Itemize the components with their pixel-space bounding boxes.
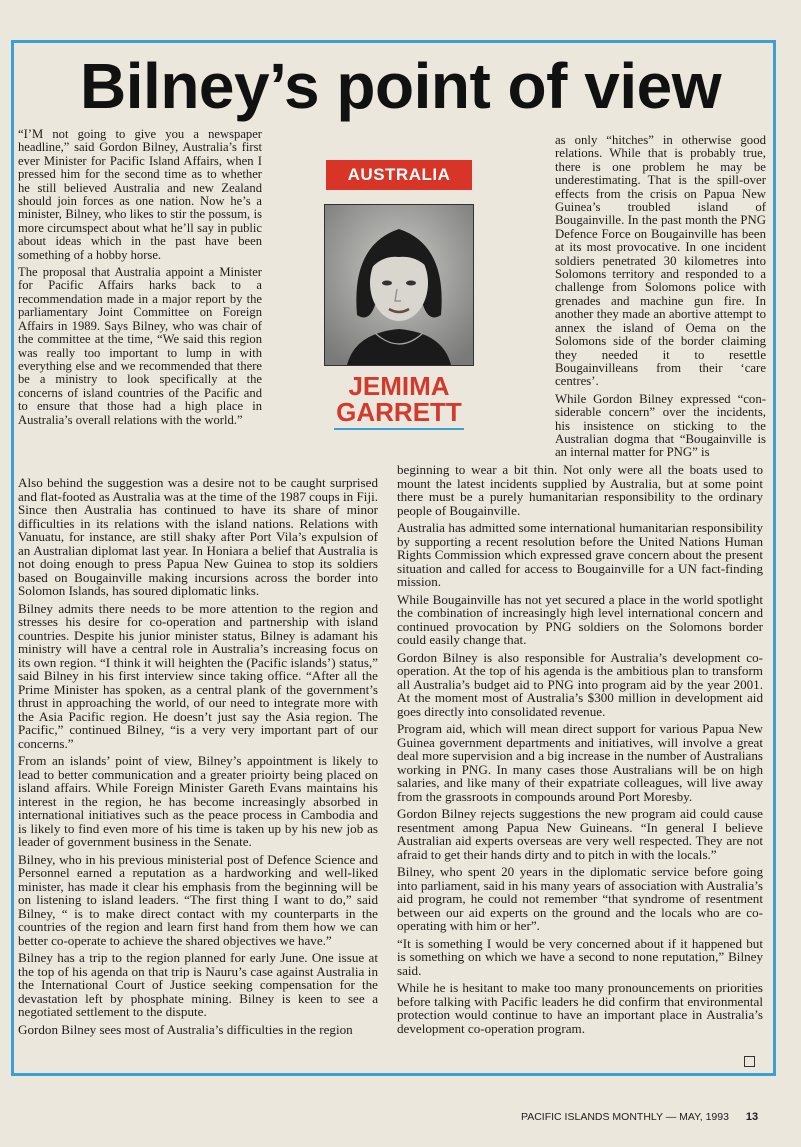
column-left (18, 476, 378, 1040)
column-right-top (555, 134, 766, 464)
paragraph: From an islands’ point of view, Bilney’s appointment is likely to lead to better communication and a greater prioirty being placed on island affairs. While Foreign Minister Gareth Evans maintains his interest in the region, he has become increasingly absorbed in international initiatives such as the peace process in Cambodia and is likely to find even more of his time is taken up by his new job as leader of government business in the Senate. (18, 753, 378, 849)
author-portrait (324, 204, 474, 366)
paragraph: While he is hesitant to make too many pronouncements on priorities before talking with Pacific leaders he did confirm that environmental protection would continue to have an important place in Australia’s development co-operation program. (397, 980, 763, 1036)
page-footer (521, 1111, 771, 1123)
paragraph: The proposal that Australia appoint a Minister for Pacific Affairs harks back to a recommendation made in a major report by the parliamentary Joint Committee on Foreign Affairs in 1989. Says Bilney, who was chair of the committee at the time, “We said this region was really too important to lump in with everything else and we recommended that there be a ministry to look specifically at the concerns of island countries of the Pacific and to ensure that those had a high place in Australia’s overall relations with the world.” (18, 265, 262, 427)
byline-rule (334, 428, 464, 430)
paragraph: Australia has admitted some international humanitarian responsibility by supporting a recent resolution before the United Nations Human Rights Commission which expressed grave concern about the present situation and called for access to Bougainville for a UN fact-finding mission. (397, 520, 763, 589)
paragraph: Bilney admits there needs to be more attention to the region and stresses his desire for co-operation and partnership with island countries. Despite his junior minister status, Bilney is adamant his ministry will have a central role in Australia’s increasing focus on its own region. “I think it will heighten the (Pacific islands’) status,” said Bilney in his first interview since taking office. “After all the Prime Minister has spoken, as a central plank of the government’s thrust in approaching the world, of our need to integrate more with the Asia Pacific region. He doesn’t just say the Asia region. The Pacific,” continued Bilney, “is a very very important part of our concerns.” (18, 600, 378, 751)
paragraph: beginning to wear a bit thin. Not only were all the boats used to mount the latest incidents supplied by Australia, but at some point there must be a purely humanitarian responsibility to the ordinary people of Bougainville. (397, 462, 763, 518)
paragraph: “It is something I would be very concerned about if it happened but is something on which we have a second to none reputation,” Bilney said. (397, 935, 763, 978)
paragraph: Also behind the suggestion was a desire not to be caught surprised and flat-footed as Australia was at the time of the 1987 coups in Fiji. Since then Australia has continued to have its share of minor difficulties in its relations with the island nations. Relations with Vanuatu, for instance, are still shaky after Port Vila’s expulsion of an Australian diplomat last year. In Honiara a belief that Australia is not doing enough to press Papua New Guinea to stop its soldiers based on Bougainville making incursions across the border into Solomon Islands, has soured diplomatic links. (18, 475, 378, 598)
author-first-name: JEMIMA (348, 371, 450, 401)
paragraph: While Gordon Bilney expressed “con-siderable concern” over the incidents, his insistence on sticking to the Australian dogma that “Bougainville is an internal matter for PNG” is (555, 391, 766, 460)
byline-box (324, 160, 474, 430)
column-left-top (18, 128, 262, 431)
headline: Bilney’s point of view (80, 50, 721, 122)
paragraph: Gordon Bilney sees most of Australia’s difficulties in the region (18, 1021, 353, 1037)
paragraph: While Bougainville has not yet secured a place in the world spotlight the combination of increasingly high level international concern and continued provocation by PNG soldiers on the Solomons border could easily change that. (397, 591, 763, 647)
paragraph: Program aid, which will mean direct support for various Papua New Guinea government departments and initiatives, will involve a great deal more supervision and a big increase in the number of Australians working in PNG. In many cases those Australians will be on high salaries, and like many of their expatriate colleagues, will live away from the grassroots in compounds around Port Moresby. (397, 721, 763, 804)
paragraph: Bilney, who in his previous ministerial post of Defence Science and Personnel earned a reputation as a hardworking and well-liked minister, has made it clear his emphasis from the beginning will be on listening to island leaders. “The first thing I want to do,” said Bilney, “ is to make direct contact with my counterparts in the countries of the region and learn first hand from them how we can better co-operate to achieve the shared objectives we have.” (18, 851, 378, 948)
page-number: 13 (745, 1111, 759, 1123)
paragraph: “I’M not going to give you a newspaper headline,” said Gordon Bilney, Australia’s first ever Minister for Pacific Island Affairs, when I pressed him for the second time as to whether he still believed Australia and new Zealand should join forces as one nation. Now he’s a minister, Bilney, who likes to stir the possum, is more circumspect about what he’ll say in public about ideas which in the past have been something of a hobby horse. (18, 127, 262, 262)
paragraph: Gordon Bilney is also responsible for Australia’s development co-operation. At the top of his agenda is the ambitious plan to transform all Australia’s budget aid to PNG into program aid by the year 2001. At the moment most of Australia’s $300 million in development aid goes directly into consolidated revenue. (397, 649, 763, 719)
paragraph: Bilney has a trip to the region planned for early June. One issue at the top of his agenda on that trip is Nauru’s case against Australia in the International Court of Justice seeking compensation for the devastation left by phosphate mining. Bilney is keen to see a negotiated settlement to the dispute. (18, 950, 378, 1019)
publication-line: PACIFIC ISLANDS MONTHLY — MAY, 1993 (521, 1111, 729, 1123)
author-last-name: GARRETT (336, 397, 462, 427)
paragraph: Gordon Bilney rejects suggestions the new program aid could cause resentment among Papua New Guineans. “In general I believe Australian aid experts overseas are very well respected. They are not afraid to get their hands dirty and to pitch in with the locals.” (397, 806, 763, 862)
column-right (397, 463, 763, 1039)
country-tag: AUSTRALIA (326, 160, 472, 190)
paragraph: as only “hitches” in otherwise good relations. While that is probably true, there is one problem he may be underestimating. That is the spill-over effects from the crisis on Papua New Guinea’s troubled island of Bougainville. In the past month the PNG Defence Force on Bougainville has been at its most provocative. In one incident soldiers penetrated 30 kilometres into Solomons territory and responded to a challenge from Solomons police with grenades and machine gun fire. In another they made an abortive attempt to annex the island of Oema on the Solomons side of the border claiming they needed it to resettle Bougainvilleans from their ‘care centres’. (555, 133, 766, 389)
end-of-article-mark (744, 1056, 755, 1067)
paragraph: Bilney, who spent 20 years in the diplomatic service before going into parliament, said in his many years of association with Australia’s aid program, he could not remember “that syndrome of resentment between our aid experts on the ground and the locals who are co-operating with him or her”. (397, 864, 763, 933)
portrait-image (325, 205, 473, 365)
